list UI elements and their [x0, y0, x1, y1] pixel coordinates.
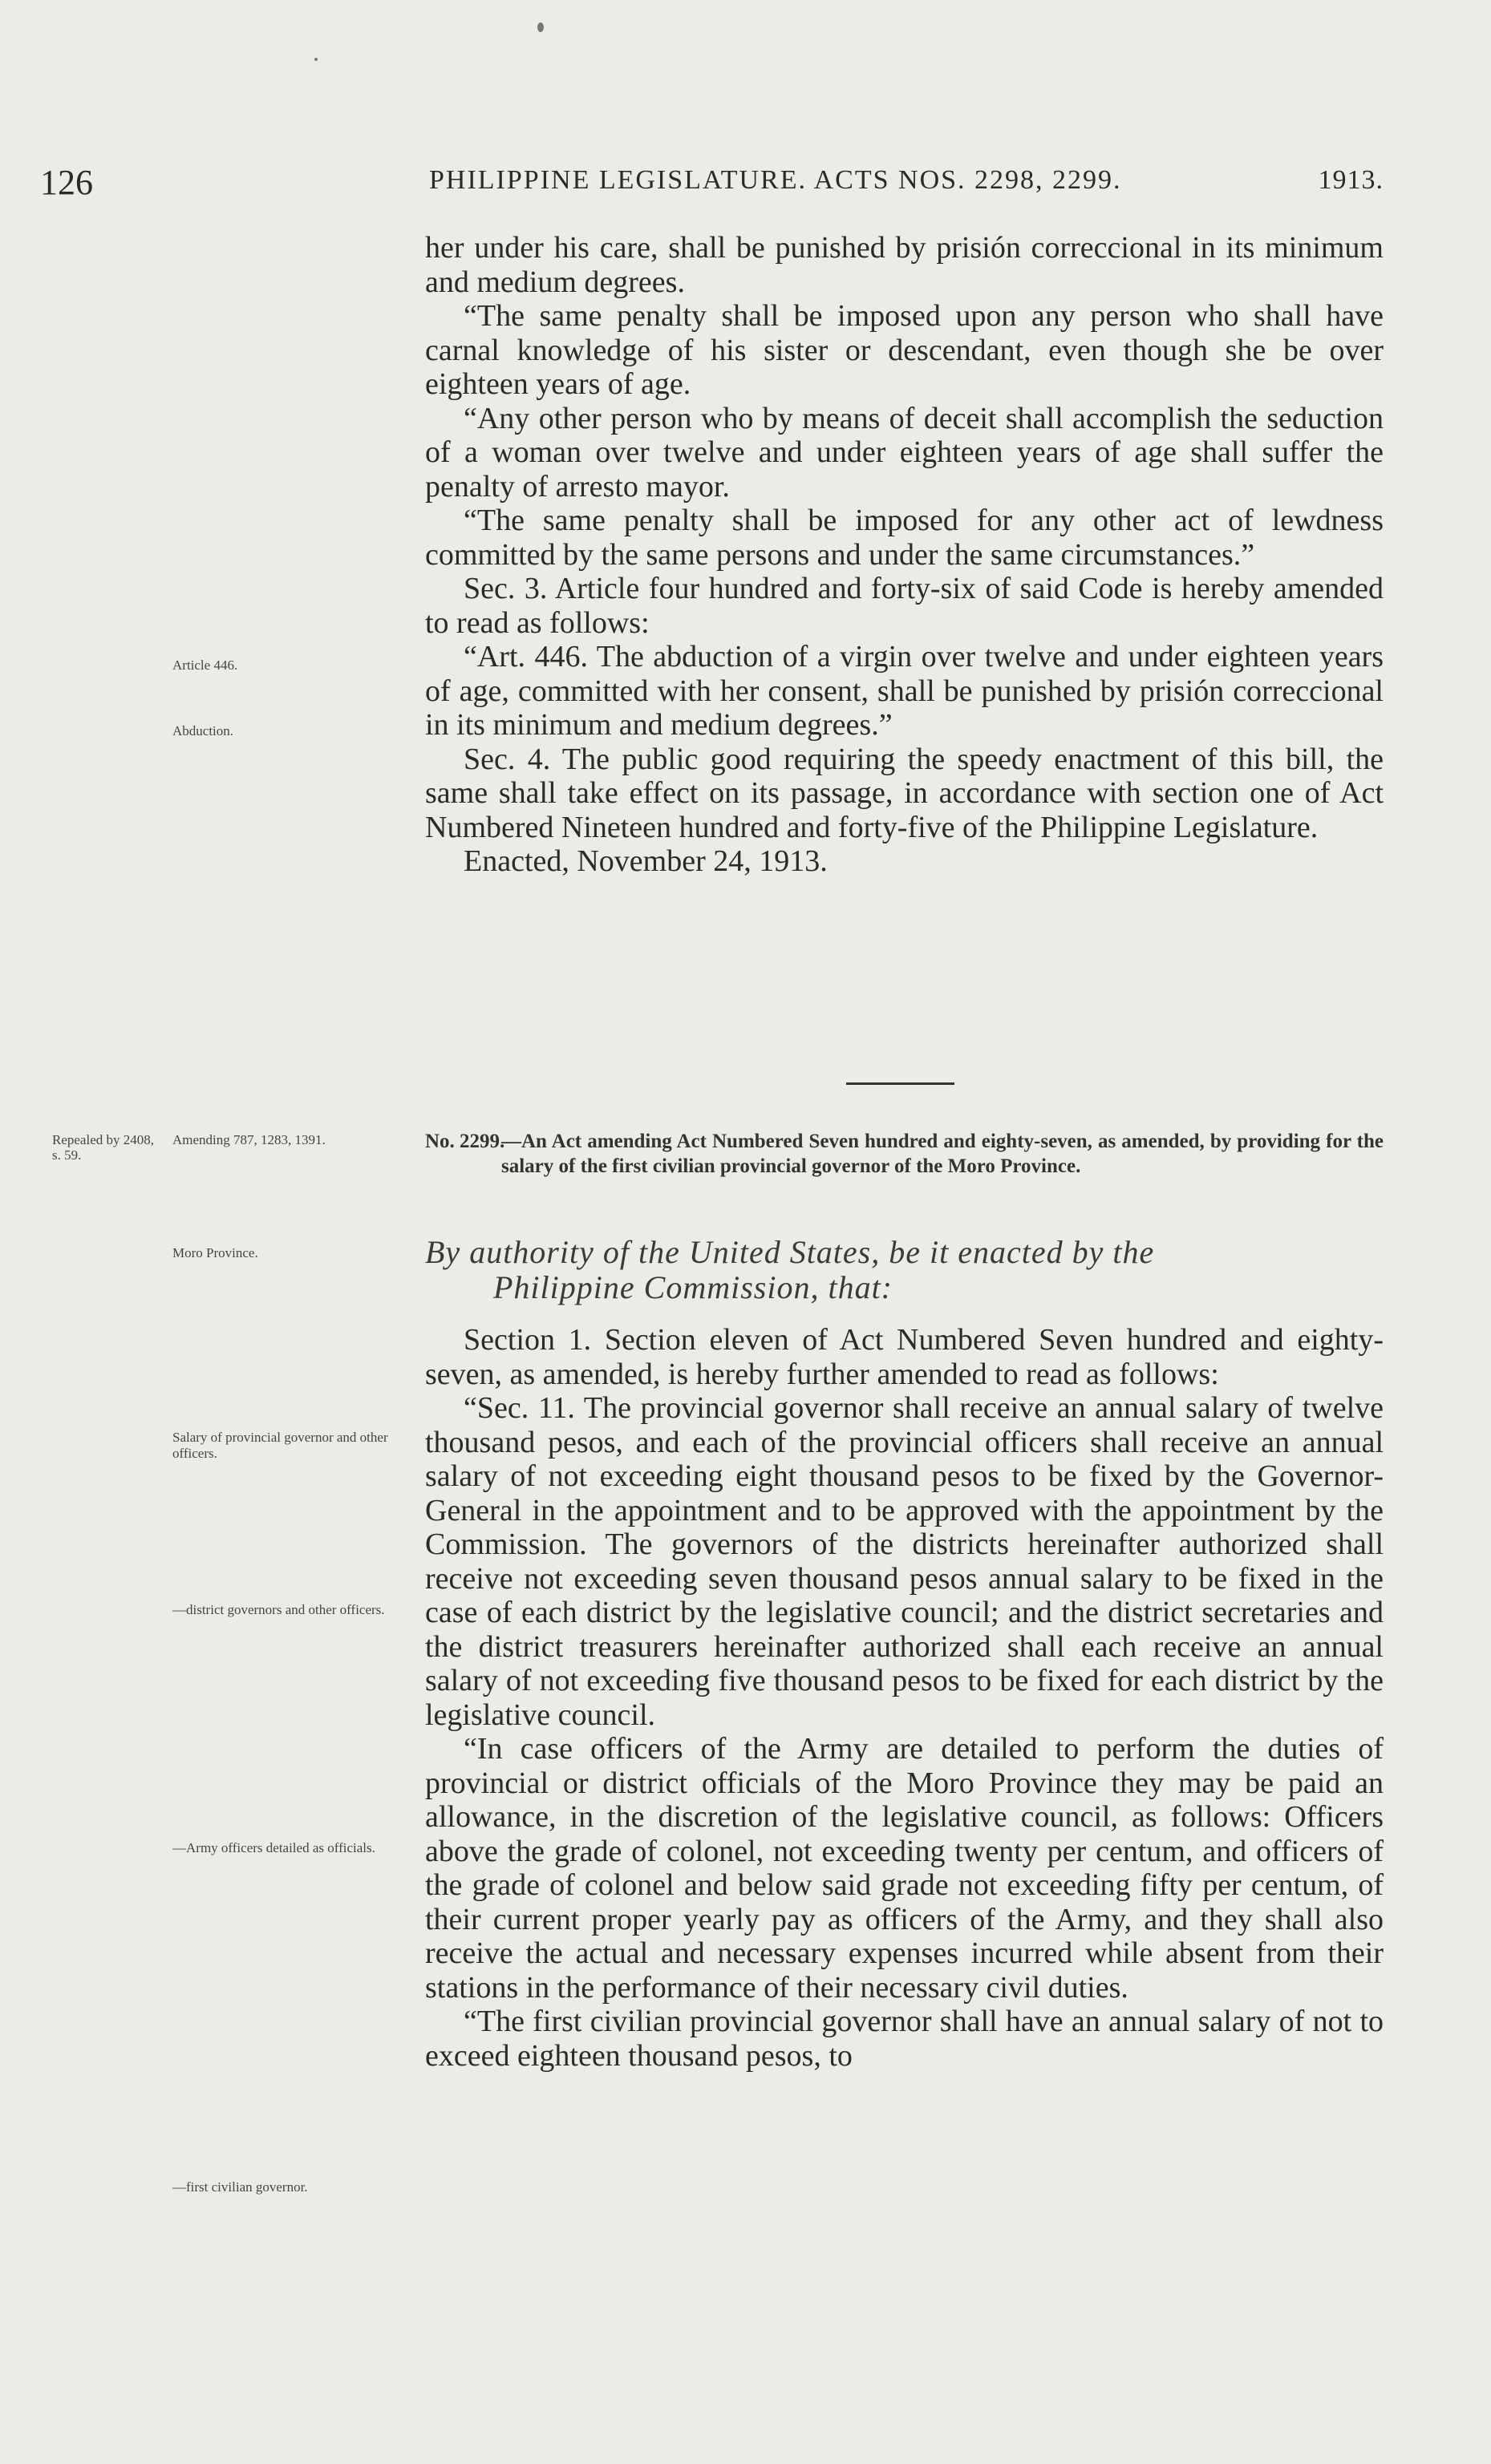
paragraph: her under his care, shall be punished by prisión correccional in its minimum and medium degrees. — [425, 231, 1384, 299]
running-header — [40, 162, 1384, 210]
enacting-clause — [425, 1235, 1384, 1305]
paragraph: Sec. 4. The public good requiring the speedy enactment of this bill, the same shall take effect on its passage, in accordance with section one of Act Numbered Nineteen hundred and forty-five of the Philippine Legislature. — [425, 742, 1384, 844]
paragraph: “Art. 446. The abduction of a virgin over twelve and under eighteen years of age, committed with her consent, shall be punished by prisión correccional in its minimum and medium degrees.” — [425, 640, 1384, 742]
enacting-line: By authority of the United States, be it enacted by the — [425, 1234, 1155, 1270]
margin-note-army-officers: —Army officers detailed as officials. — [172, 1840, 375, 1855]
scan-speck — [314, 58, 318, 61]
paragraph: “The same penalty shall be imposed upon any person who shall have carnal knowledge of his sister or descendant, even though she be over eighteen years of age. — [425, 299, 1384, 401]
paragraph: “Sec. 11. The provincial governor shall receive an annual salary of twelve thousand pesos, and each of the provincial officers shall receive an annual salary of not exceeding eight thousand pesos to be fixed by the Governor-General in the appointment and to be approved with the appointment by the Commission. The governors of the districts hereinafter authorized shall receive not exceeding seven thousand pesos annual salary to be fixed in the case of each district by the legislative council; and the district secretaries and the district treasurers hereinafter authorized shall each receive an annual salary of not exceeding five thousand pesos to be fixed for each district by the legislative council. — [425, 1391, 1384, 1732]
enacting-line: Philippine Commission, that: — [493, 1269, 893, 1305]
margin-note-repealed: Repealed by 2408, s. 59. — [52, 1132, 154, 1163]
header-year: 1913. — [1318, 165, 1384, 195]
margin-note-first-civilian: —first civilian governor. — [172, 2179, 308, 2195]
paragraph: Section 1. Section eleven of Act Numbered Seven hundred and eighty-seven, as amended, is hereby further amended to read as follows: — [425, 1323, 1384, 1391]
paragraph: Sec. 3. Article four hundred and forty-six of said Code is hereby amended to read as follows: — [425, 572, 1384, 640]
section-divider — [846, 1082, 954, 1085]
act-2299-heading — [425, 1129, 1384, 1179]
scan-speck — [537, 22, 544, 32]
act-2299-body — [425, 1323, 1384, 2073]
margin-note-abduction: Abduction. — [172, 723, 234, 738]
margin-note-district-governors: —district governors and other officers. — [172, 1602, 385, 1617]
margin-note-salary: Salary of provincial governor and other officers. — [172, 1430, 388, 1461]
running-title: PHILIPPINE LEGISLATURE. ACTS NOS. 2298, 2299. — [429, 165, 1122, 195]
act-number: No. 2299. — [425, 1131, 505, 1152]
page-number: 126 — [40, 163, 93, 202]
margin-note-article-446: Article 446. — [172, 657, 238, 673]
paragraph: “Any other person who by means of deceit shall accomplish the seduction of a woman over twelve and under eighteen years of age shall suffer the penalty of arresto mayor. — [425, 401, 1384, 504]
act-description: —An Act amending Act Numbered Seven hundred and eighty-seven, as amended, by providing for the salary of the first civilian provincial governor of the Moro Province. — [501, 1131, 1384, 1177]
paragraph: “The same penalty shall be imposed for any other act of lewdness committed by the same persons and under the same circumstances.” — [425, 504, 1384, 572]
enacted-date: Enacted, November 24, 1913. — [464, 844, 828, 878]
paragraph: “In case officers of the Army are detailed to perform the duties of provincial or district officials of the Moro Province they may be paid an allowance, in the discretion of the legislative council, as follows: Officers above the grade of colonel, not exceeding twenty per centum, and officers of the grade of colonel and below said grade not exceeding fifty per centum, of their current proper yearly pay as officers of the Army, and they shall also receive the actual and necessary expenses incurred while absent from their stations in the performance of their necessary civil duties. — [425, 1732, 1384, 2005]
margin-note-amending: Amending 787, 1283, 1391. — [172, 1132, 326, 1147]
act-2298-continuation — [425, 231, 1384, 879]
margin-note-moro-province: Moro Province. — [172, 1245, 258, 1260]
paragraph: “The first civilian provincial governor shall have an annual salary of not to exceed eighteen thousand pesos, to — [425, 2005, 1384, 2073]
